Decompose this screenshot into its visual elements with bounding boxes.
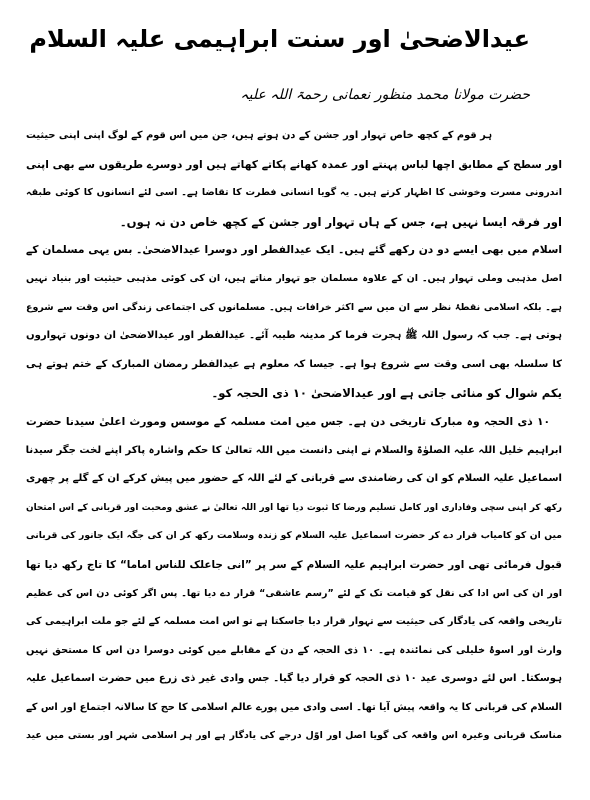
author-byline: حضرت مولانا محمد منظور نعمانی رحمۃ اللہ علیہ	[240, 87, 530, 103]
text-line: اسماعیل علیہ السلام کو ان کی رضامندی سے قربانی کے لئے اللہ کے حضور میں پیش کرکے ان کے گلے پر چھری	[26, 473, 562, 485]
text-line: ہوسکتا۔ اس لئے دوسری عید ۱۰ ذی الحجہ کو قرار دیا گیا۔ جس وادی غیر ذی زرع میں حضرت اسماعیل علیہ	[26, 673, 562, 685]
text-line: کا سلسلہ بھی اسی وقت سے شروع ہوا ہے۔ جیسا کہ معلوم ہے عیدالفطر رمضان المبارک کے ختم ہوتے ہی	[26, 358, 562, 370]
text-line: میں ان کو کامیاب قرار دے کر حضرت اسماعیل علیہ السلام کو زندہ وسلامت رکھ کر ان کی جگہ ایک جانور کی قربانی	[26, 530, 562, 542]
text-line: قبول فرمائی تھی اور حضرت ابراہیم علیہ السلام کے سر پر ”انی جاعلک للناس اماما“ کا تاج رکھ دیا تھا	[26, 558, 562, 571]
text-line: وارث اور اسوۂ خلیلی کی نمائندہ ہے۔ ۱۰ ذی الحجہ کے دن کے مقابلے میں کوئی دوسرا دن اس کا مستحق نہیں	[26, 644, 562, 656]
text-line: السلام کی قربانی کا یہ واقعہ پیش آیا تھا۔ اسی وادی میں پورے عالم اسلامی کا حج کا سالانہ اجتماع اور اس کے	[26, 701, 562, 713]
text-line: ابراہیم خلیل اللہ علیہ الصلوٰۃ والسلام نے اپنی دانست میں اللہ تعالیٰ کا حکم واشارہ پاکر اپنے لخت جگر سیدنا	[26, 444, 562, 456]
text-line: اور ان کی اس ادا کی نقل کو قیامت تک کے لئے ”رسم عاشقی“ قرار دے دیا تھا۔ پس اگر کوئی دن اس کی عظیم	[26, 587, 562, 599]
text-line: ہے۔ بلکہ اسلامی نقطۂ نظر سے ان میں سے اکثر خرافات ہیں۔ مسلمانوں کی اجتماعی زندگی اس وقت سے شروع	[26, 301, 562, 313]
text-line: ہر قوم کے کچھ خاص تہوار اور جشن کے دن ہوتے ہیں، جن میں اس قوم کے لوگ اپنی اپنی حیثیت	[26, 130, 492, 141]
article-body	[26, 122, 562, 751]
text-line: اور فرقہ ایسا نہیں ہے، جس کے ہاں تہوار اور جشن کے کچھ خاص دن نہ ہوں۔	[119, 214, 562, 229]
page-title: عیدالاضحیٰ اور سنت ابراہیمی علیہ السلام	[29, 25, 530, 53]
text-line: اسلام میں بھی ایسے دو دن رکھے گئے ہیں۔ ایک عیدالفطر اور دوسرا عیدالاضحیٰ۔ بس یہی مسلمان کے	[26, 243, 562, 257]
text-line: اندرونی مسرت وخوشی کا اظہار کرتے ہیں۔ یہ گویا انسانی فطرت کا تقاضا ہے۔ اسی لئے انسانوں کا کوئی طبقہ	[26, 187, 562, 199]
text-line: ہوتی ہے۔ جب کہ رسول اللہ ﷺ ہجرت فرما کر مدینہ طیبہ آئے۔ عیدالفطر اور عیدالاضحیٰ ان دونوں تہواروں	[26, 330, 562, 342]
text-line: رکھ کر اپنی سچی وفاداری اور کامل تسلیم ورضا کا ثبوت دیا تھا اور اللہ تعالیٰ نے عشق ومحبت اور قربانی کے اس امتحان	[26, 502, 562, 513]
text-line: مناسک قربانی وغیرہ اس واقعہ کی گویا اصل اور اوّل درجے کی یادگار ہے اور ہر اسلامی شہر اور بستی میں عید	[26, 730, 562, 742]
text-line: تاریخی واقعہ کی یادگار کی حیثیت سے تہوار قرار دیا جاسکتا ہے تو اس امت مسلمہ کے لئے جو ملت ابراہیمی کی	[26, 616, 562, 628]
text-line: اور سطح کے مطابق اچھا لباس پہنتے اور عمدہ کھانے پکاتے کھاتے ہیں اور دوسرے طریقوں سے بھی اپنی	[26, 157, 562, 171]
text-line: یکم شوال کو منائی جاتی ہے اور عیدالاضحیٰ ۱۰ ذی الحجہ کو۔	[211, 386, 562, 401]
text-line: اصل مذہبی وملی تہوار ہیں۔ ان کے علاوہ مسلمان جو تہوار مناتے ہیں، ان کی کوئی مذہبی حیثیت اور بنیاد نہیں	[26, 272, 562, 284]
text-line: ۱۰ ذی الحجہ وہ مبارک تاریخی دن ہے۔ جس میں امت مسلمہ کے موسس ومورث اعلیٰ سیدنا حضرت	[26, 414, 550, 428]
